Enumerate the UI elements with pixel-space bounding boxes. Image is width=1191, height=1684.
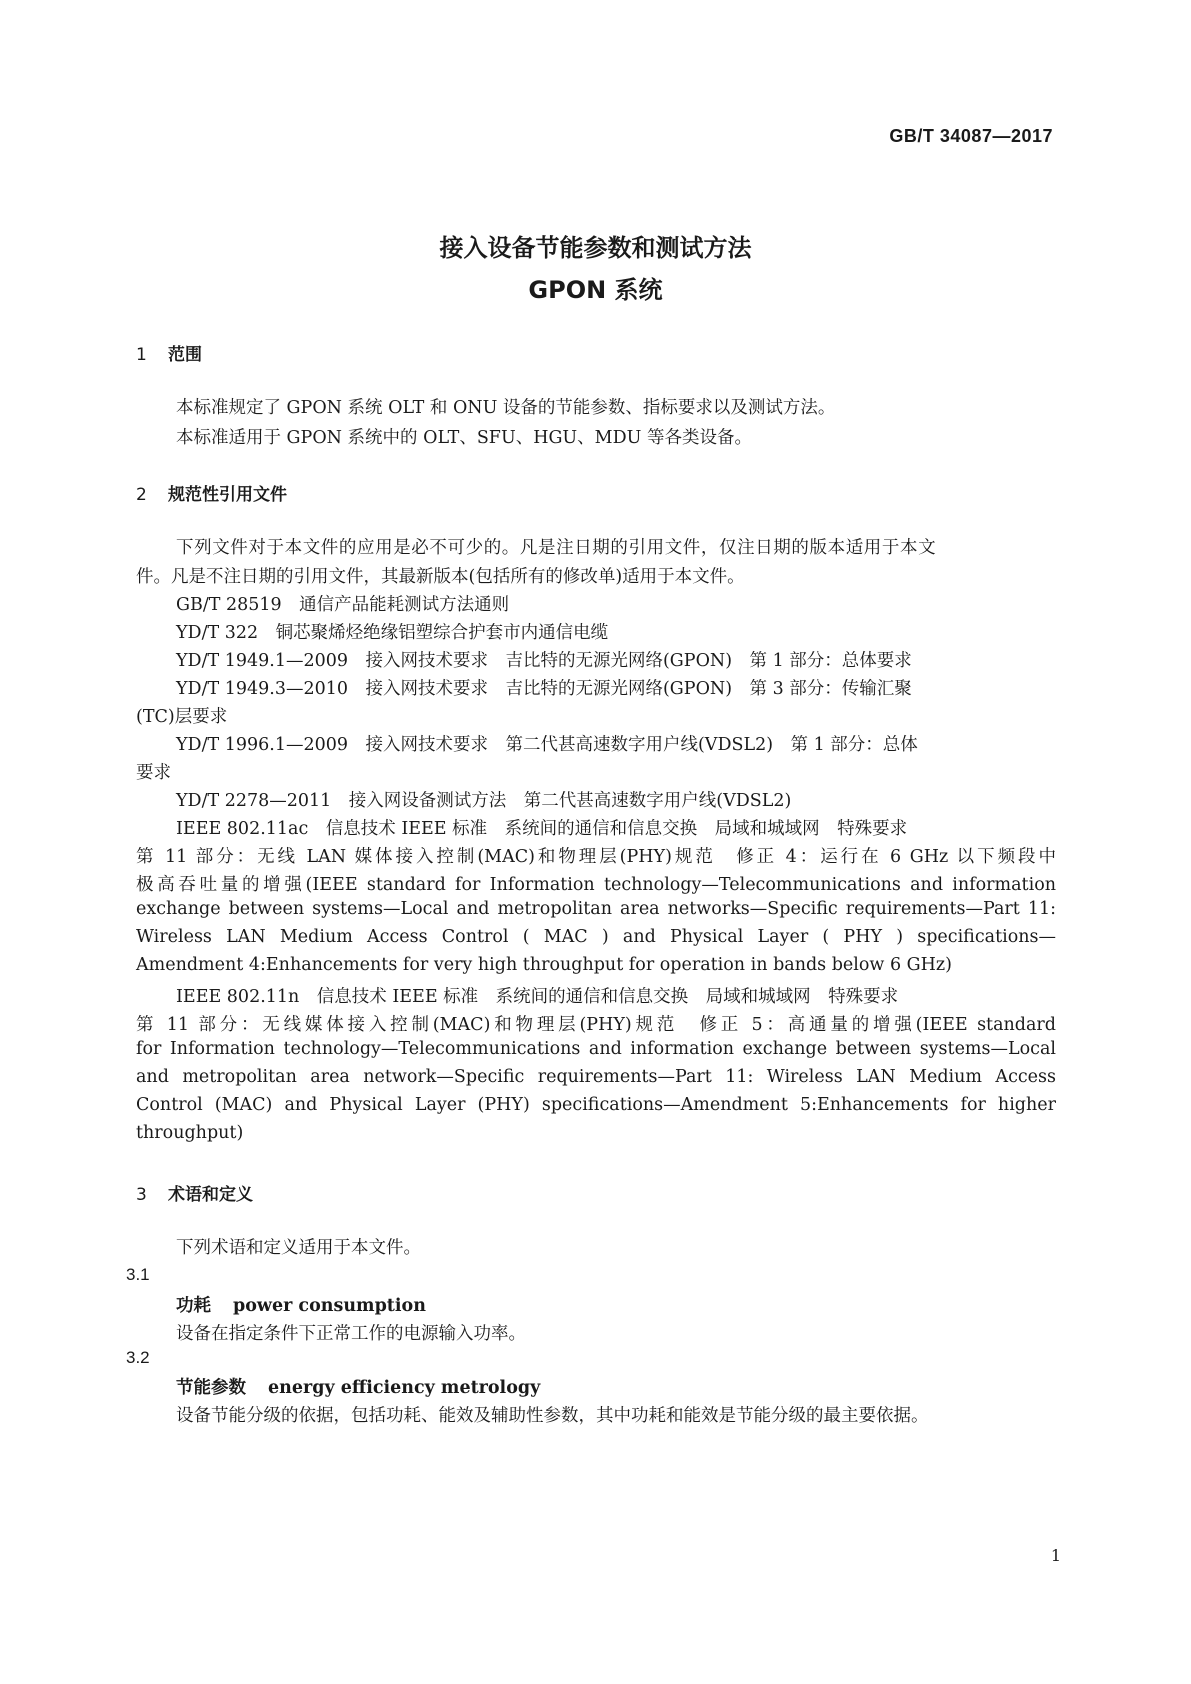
reference-item: IEEE 802.11n 信息技术 IEEE 标准 系统间的通信和信息交换 局域和城域网 特殊要求 [176, 987, 899, 1007]
document-title: 接入设备节能参数和测试方法 [439, 234, 752, 262]
page-number: 1 [1050, 1546, 1061, 1565]
term-chinese: 功耗 [176, 1296, 211, 1316]
paragraph: 件。凡是不注日期的引用文件，其最新版本(包括所有的修改单)适用于本文件。 [136, 567, 745, 587]
term-english: energy efficiency metrology [268, 1378, 541, 1398]
section-number: 1 [136, 345, 147, 365]
reference-item-continuation: Amendment 4:Enhancements for very high throughput for operation in bands below 6 GHz) [136, 955, 952, 975]
reference-item-continuation: throughput) [136, 1123, 244, 1143]
reference-item: YD/T 1949.3—2010 接入网技术要求 吉比特的无源光网络(GPON) 第 3 部分：传输汇聚 [176, 679, 912, 699]
reference-item-continuation: 第 11 部分：无线 LAN 媒体接入控制(MAC)和物理层(PHY)规范 修正 4：运行在 6 GHz 以下频段中 [136, 847, 1056, 867]
reference-item-continuation: 要求 [136, 763, 171, 783]
section-number: 3 [136, 1185, 147, 1205]
reference-item: YD/T 1949.1—2009 接入网技术要求 吉比特的无源光网络(GPON) 第 1 部分：总体要求 [176, 651, 912, 671]
section-heading-terms [136, 1180, 253, 1205]
section-heading-scope [136, 340, 202, 365]
reference-item-continuation: (TC)层要求 [136, 707, 228, 727]
term-number: 3.1 [126, 1265, 150, 1284]
term-definition: 设备在指定条件下正常工作的电源输入功率。 [176, 1324, 526, 1344]
reference-item-continuation: Wireless LAN Medium Access Control ( MAC ) and Physical Layer ( PHY ) specifications— [136, 927, 1056, 947]
reference-item-continuation: Control (MAC) and Physical Layer (PHY) specifications—Amendment 5:Enhancements for higher [136, 1095, 1056, 1115]
reference-item: IEEE 802.11ac 信息技术 IEEE 标准 系统间的通信和信息交换 局域和城域网 特殊要求 [176, 819, 908, 839]
term-heading [176, 1292, 426, 1317]
term-chinese: 节能参数 [176, 1378, 246, 1398]
term-definition: 设备节能分级的依据，包括功耗、能效及辅助性参数，其中功耗和能效是节能分级的最主要依据。 [176, 1406, 929, 1426]
paragraph: 下列术语和定义适用于本文件。 [176, 1238, 421, 1258]
paragraph: 本标准适用于 GPON 系统中的 OLT、SFU、HGU、MDU 等各类设备。 [176, 428, 752, 448]
document-subtitle: GPON 系统 [528, 276, 663, 304]
section-title: 术语和定义 [168, 1185, 253, 1205]
reference-item: YD/T 2278—2011 接入网设备测试方法 第二代甚高速数字用户线(VDSL2) [176, 791, 792, 811]
paragraph: 本标准规定了 GPON 系统 OLT 和 ONU 设备的节能参数、指标要求以及测试方法。 [176, 398, 836, 418]
reference-item-continuation: for Information technology—Telecommunications and information exchange between systems—Local [136, 1039, 1056, 1059]
section-heading-references [136, 480, 287, 505]
term-english: power consumption [233, 1296, 426, 1316]
reference-item: YD/T 1996.1—2009 接入网技术要求 第二代甚高速数字用户线(VDSL2) 第 1 部分：总体 [176, 735, 918, 755]
standard-code: GB/T 34087—2017 [889, 126, 1053, 146]
reference-item-continuation: and metropolitan area network—Specific requirements—Part 11: Wireless LAN Medium Access [136, 1067, 1056, 1087]
paragraph: 下列文件对于本文件的应用是必不可少的。凡是注日期的引用文件，仅注日期的版本适用于本文 [176, 538, 937, 558]
reference-item-continuation: exchange between systems—Local and metropolitan area networks—Specific requirements—Part 11: [136, 899, 1056, 919]
reference-item: YD/T 322 铜芯聚烯烃绝缘铝塑综合护套市内通信电缆 [176, 623, 609, 643]
term-number: 3.2 [126, 1348, 150, 1367]
term-heading [176, 1374, 540, 1399]
reference-item-continuation: 极高吞吐量的增强(IEEE standard for Information technology—Telecommunications and information [136, 875, 1056, 895]
reference-item-continuation: 第 11 部分：无线媒体接入控制(MAC)和物理层(PHY)规范 修正 5：高通量的增强(IEEE standard [136, 1015, 1056, 1035]
section-number: 2 [136, 485, 147, 505]
section-title: 范围 [168, 345, 202, 365]
reference-item: GB/T 28519 通信产品能耗测试方法通则 [176, 595, 510, 615]
section-title: 规范性引用文件 [168, 485, 287, 505]
